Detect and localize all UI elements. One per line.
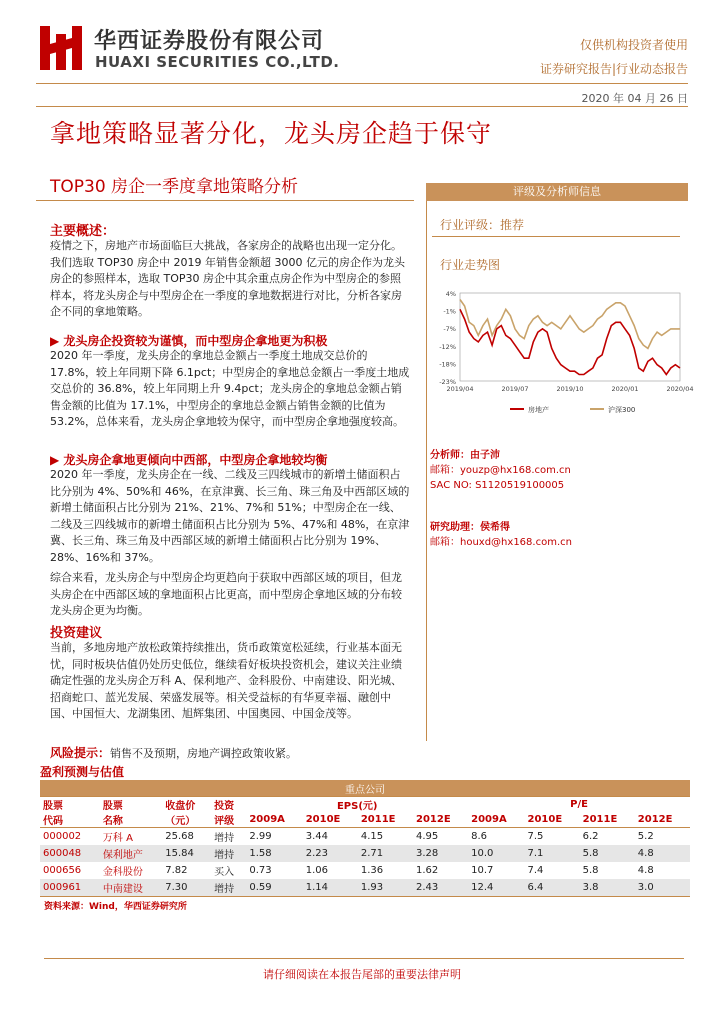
assistant-name: 侯希得 <box>480 522 510 533</box>
y-tick-label: -1% <box>443 307 456 316</box>
overview-heading: 主要概述： <box>50 224 116 239</box>
page-subtitle: TOP30 房企一季度拿地策略分析 <box>50 177 299 197</box>
cell-eps: 1.36 <box>360 865 384 876</box>
bullet-1-text: 龙头房企投资较为谨慎，而中型房企拿地更为积极 <box>63 334 328 348</box>
legend-label: 沪深300 <box>608 406 636 414</box>
cell-pe: 7.4 <box>527 865 544 876</box>
analyst-name: 由子沛 <box>470 450 500 461</box>
analyst-email[interactable]: youzp@hx168.com.cn <box>460 465 571 476</box>
report-type: 证券研究报告|行业动态报告 <box>539 62 688 76</box>
table-title: 盈利预测与估值 <box>40 765 125 779</box>
col-year: 2010E <box>303 812 358 828</box>
cell-eps: 2.99 <box>249 831 272 842</box>
cell-price: 15.84 <box>162 845 211 862</box>
risk-text: 销售不及预期，房地产调控政策收紧。 <box>110 747 298 760</box>
cell-pe: 6.4 <box>525 879 580 897</box>
sidebar-header: 评级及分析师信息 <box>426 183 688 201</box>
valuation-table <box>40 780 690 897</box>
cell-pe: 7.5 <box>527 831 544 842</box>
chart-frame <box>460 293 680 381</box>
cell-pe: 5.8 <box>580 845 635 862</box>
paragraph-2: 2020 年一季度，龙头房企在一线、二线及三四线城市的新增土储面积占比分别为 4%、50%和 46%，在京津冀、长三角、珠三角及中西部区域的新增土储面积占比分别为 21%、21%、7%和 51%；中型房企在一线、二线及三四线城市的新增土储面积占比分别为 5%、47%和 48%，在京津冀、长三角、珠三角及中西部区域的新增土储面积占比分别为 19%、28%、16%和 37%。 <box>50 468 410 564</box>
overview-intro: 疫情之下，房地产市场面临巨大挑战，各家房企的战略也出现一定分化。我们选取 TOP30 房企中 2019 年销售金额超 3000 亿元的房企作为龙头房企的参照样本，选取 TOP30 房企中其余重点房企作为中型房企的参照样本，将龙头房企与中型房企在一季度的拿地数据进行对比，分析各家房企不同的拿地策略。 <box>50 239 405 319</box>
trend-chart <box>430 285 694 429</box>
cell-name: 金科股份 <box>102 867 143 878</box>
cell-price: 7.30 <box>162 879 211 897</box>
x-tick-label: 2020/04 <box>666 385 694 393</box>
cell-pe: 3.0 <box>635 879 690 897</box>
bullet-2 <box>50 451 327 468</box>
cell-code: 000002 <box>43 831 82 842</box>
cell-pe: 4.8 <box>635 845 690 862</box>
cell-eps: 2.71 <box>358 845 413 862</box>
x-tick-label: 2019/10 <box>556 385 584 393</box>
cell-pe: 6.2 <box>582 831 599 842</box>
rating-divider <box>432 236 680 237</box>
bullet-arrow-icon: ▶ <box>50 334 64 348</box>
cell-code: 000961 <box>40 879 100 897</box>
company-name-cn: 华西证券股份有限公司 <box>94 29 325 54</box>
company-logo <box>38 22 86 74</box>
col-price-unit: （元） <box>162 812 211 828</box>
y-tick-label: 4% <box>445 290 456 298</box>
cell-name: 保利地产 <box>100 845 162 862</box>
cell-rating: 买入 <box>214 867 235 878</box>
trend-chart-svg <box>430 285 694 425</box>
col-year: 2012E <box>635 812 690 828</box>
cell-eps: 1.62 <box>415 865 439 876</box>
y-tick-label: -23% <box>439 378 456 386</box>
cell-price: 25.68 <box>165 831 194 842</box>
col-inv: 投资 <box>211 797 246 813</box>
cell-name: 中南建设 <box>100 879 162 897</box>
cell-eps: 1.06 <box>305 865 328 876</box>
cell-eps: 0.73 <box>249 865 272 876</box>
legend-label: 房地产 <box>528 406 549 414</box>
bullet-1 <box>50 332 327 349</box>
page-title: 拿地策略显著分化，龙头房企趋于保守 <box>50 119 493 148</box>
cell-rating: 增持 <box>211 879 246 897</box>
cell-eps: 3.28 <box>413 845 468 862</box>
cell-eps: 3.44 <box>305 831 328 842</box>
cell-rating: 增持 <box>211 845 246 862</box>
advice-heading: 投资建议 <box>50 626 103 641</box>
table-row <box>40 879 690 897</box>
cell-eps: 2.23 <box>303 845 358 862</box>
table-row <box>40 828 690 846</box>
footer-divider <box>44 958 684 959</box>
y-tick-label: -12% <box>439 342 456 351</box>
analyst-email-label: 邮箱： <box>430 465 460 476</box>
advice-text: 当前，多地房地产放松政策持续推出，货币政策宽松延续，行业基本面无忧，同时板块估值仍处历史低位，继续看好板块投资机会，建议关注业绩确定性强的龙头房企万科 A、保利地产、金科股份、中南建设、阳光城、招商蛇口、蓝光发展、荣盛发展等。相关受益标的有华夏幸福、融创中国、中国恒大、龙湖集团、旭辉集团、中国奥园、中国金茂等。 <box>50 641 403 721</box>
col-pe: P/E <box>468 797 690 813</box>
x-tick-label: 2019/04 <box>446 385 474 393</box>
date-divider <box>36 106 688 107</box>
cell-pe: 7.1 <box>525 845 580 862</box>
col-year: 2011E <box>358 812 413 828</box>
col-year: 2010E <box>525 812 580 828</box>
cell-pe: 5.2 <box>637 831 654 842</box>
industry-rating: 行业评级：推荐 <box>440 218 525 232</box>
header-divider <box>36 83 688 84</box>
table-group-header: 重点公司 <box>40 780 690 797</box>
cell-pe: 5.8 <box>582 865 599 876</box>
cell-rating: 增持 <box>214 833 235 844</box>
series-line-real-estate <box>460 309 680 374</box>
cell-pe: 4.8 <box>637 865 654 876</box>
analyst-sac: SAC NO: S1120519100005 <box>430 480 565 491</box>
cell-eps: 0.59 <box>246 879 302 897</box>
assistant-email[interactable]: houxd@hx168.com.cn <box>460 537 572 548</box>
cell-eps: 4.15 <box>360 831 384 842</box>
col-year: 2011E <box>580 812 635 828</box>
cell-pe: 10.0 <box>468 845 524 862</box>
risk-note <box>50 744 297 761</box>
paragraph-1: 2020 年一季度，龙头房企的拿地总金额占一季度土地成交总价的 17.8%，较上年同期下降 6.1pct；中型房企的拿地总金额占一季度土地成交总价的 36.8%，较上年同期上升 9.4pct；龙头房企的拿地总金额占销售金额的比值为 17.1%，中型房企的拿地总金额占销售金额的比值为 53.2%，总体来看，龙头房企拿地较为保守，而中型房企拿地强度较高。 <box>50 349 410 429</box>
paragraph-3: 综合来看，龙头房企与中型房企均更趋向于获取中西部区域的项目，但龙头房企在中西部区域的拿地面积占比更高，而中型房企拿地区域的分布较龙头房企更为均衡。 <box>50 571 402 618</box>
col-code: 代码 <box>40 812 100 828</box>
analyst-block <box>430 448 571 493</box>
company-name-en: HUAXI SECURITIES CO.,LTD. <box>95 53 340 71</box>
table-row <box>40 845 690 862</box>
bullet-2-text: 龙头房企拿地更倾向中西部，中型房企拿地较均衡 <box>63 453 328 467</box>
cell-pe: 10.7 <box>471 865 494 876</box>
cell-pe: 12.4 <box>468 879 524 897</box>
cell-code: 000656 <box>43 865 82 876</box>
footer-disclaimer: 请仔细阅读在本报告尾部的重要法律声明 <box>263 968 461 981</box>
col-eps: EPS(元) <box>246 797 468 813</box>
table-source: 资料来源：Wind，华西证券研究所 <box>44 902 187 912</box>
analyst-label: 分析师： <box>430 450 470 461</box>
cell-pe: 3.8 <box>580 879 635 897</box>
usage-note: 仅供机构投资者使用 <box>579 38 688 52</box>
cell-eps: 1.58 <box>246 845 302 862</box>
col-stock: 股票 <box>40 797 100 813</box>
bullet-arrow-icon: ▶ <box>50 453 64 467</box>
cell-pe: 8.6 <box>471 831 488 842</box>
cell-code: 600048 <box>40 845 100 862</box>
col-rating: 评级 <box>211 812 246 828</box>
x-tick-label: 2019/07 <box>501 385 529 393</box>
cell-price: 7.82 <box>165 865 188 876</box>
y-tick-label: -7% <box>443 325 456 334</box>
cell-eps: 1.93 <box>358 879 413 897</box>
risk-label: 风险提示： <box>50 746 111 760</box>
cell-eps: 2.43 <box>413 879 468 897</box>
y-tick-label: -18% <box>439 360 456 369</box>
subtitle-divider <box>36 200 414 201</box>
col-year: 2009A <box>246 812 302 828</box>
col-year: 2012E <box>413 812 468 828</box>
col-name: 名称 <box>100 812 162 828</box>
report-date: 2020 年 04 月 26 日 <box>581 92 688 105</box>
assistant-label: 研究助理： <box>430 522 480 533</box>
cell-eps: 1.14 <box>303 879 358 897</box>
table-row <box>40 862 690 879</box>
cell-name: 万科 A <box>102 833 133 844</box>
col-year: 2009A <box>468 812 524 828</box>
assistant-email-label: 邮箱： <box>430 537 460 548</box>
x-tick-label: 2020/01 <box>611 385 639 393</box>
trend-chart-label: 行业走势图 <box>440 258 501 272</box>
col-stock2: 股票 <box>100 797 162 813</box>
col-price: 收盘价 <box>162 797 211 813</box>
cell-eps: 4.95 <box>415 831 439 842</box>
assistant-block <box>430 520 572 550</box>
